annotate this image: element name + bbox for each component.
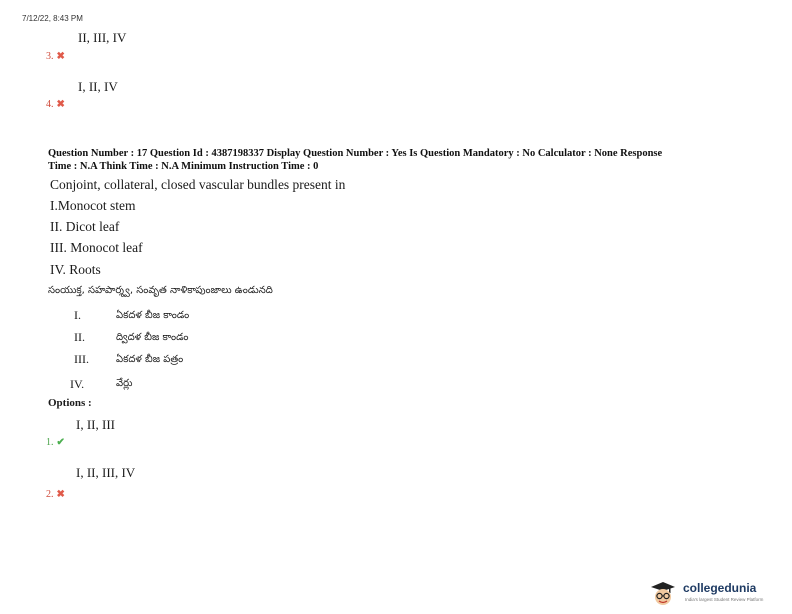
question-meta-line: Question Number : 17 Question Id : 4387198337 Display Question Number : Yes Is Question Mandatory : No Calculator : None Response bbox=[48, 148, 663, 159]
options-label: Options : bbox=[48, 397, 92, 409]
question-item: I.Monocot stem bbox=[50, 198, 136, 213]
option-number-row bbox=[46, 484, 65, 502]
cross-icon: ✖ bbox=[56, 51, 65, 62]
print-timestamp: 7/12/22, 8:43 PM bbox=[22, 14, 83, 23]
question-stem: Conjoint, collateral, closed vascular bundles present in bbox=[50, 177, 346, 192]
option-text: I, II, IV bbox=[78, 79, 118, 94]
student-mascot-icon bbox=[647, 579, 679, 609]
option-number: 1. bbox=[46, 437, 54, 448]
option-text: I, II, III bbox=[76, 417, 115, 432]
collegedunia-logo bbox=[647, 579, 789, 609]
option-text: II, III, IV bbox=[78, 30, 127, 45]
telugu-stem: సంయుక్త, సహపార్శ్వ, సంవృత నాళికాపుంజాలు ఉండునది bbox=[48, 285, 273, 296]
telugu-item-number: II. bbox=[74, 330, 85, 344]
option-number-row bbox=[46, 432, 65, 450]
telugu-item-text: ఏకదళ బీజ పత్రం bbox=[116, 354, 184, 365]
question-meta bbox=[48, 147, 758, 173]
telugu-item-number: IV. bbox=[70, 377, 85, 391]
cross-icon: ✖ bbox=[56, 99, 65, 110]
question-item: IV. Roots bbox=[50, 262, 101, 277]
option-number-row bbox=[46, 94, 65, 112]
option-number: 4. bbox=[46, 99, 54, 110]
question-item: III. Monocot leaf bbox=[50, 240, 143, 255]
option-number-row bbox=[46, 46, 65, 64]
check-icon: ✔ bbox=[56, 437, 65, 448]
telugu-item-number: I. bbox=[74, 308, 81, 322]
option-text: I, II, III, IV bbox=[76, 465, 136, 480]
telugu-item-number: III. bbox=[74, 352, 89, 366]
cross-icon: ✖ bbox=[56, 489, 65, 500]
telugu-item-text: ద్విదళ బీజ కాండం bbox=[116, 332, 189, 343]
telugu-item-text: ఏకదళ బీజ కాండం bbox=[116, 310, 190, 321]
option-number: 3. bbox=[46, 51, 54, 62]
brand-tagline: India's largest Student Review Platform bbox=[685, 597, 764, 602]
option-number: 2. bbox=[46, 489, 54, 500]
question-meta-line: Time : N.A Think Time : N.A Minimum Instruction Time : 0 bbox=[48, 161, 319, 172]
question-item: II. Dicot leaf bbox=[50, 219, 120, 234]
brand-name: collegedunia bbox=[683, 581, 757, 595]
telugu-item-text: వేర్లు bbox=[116, 378, 133, 389]
